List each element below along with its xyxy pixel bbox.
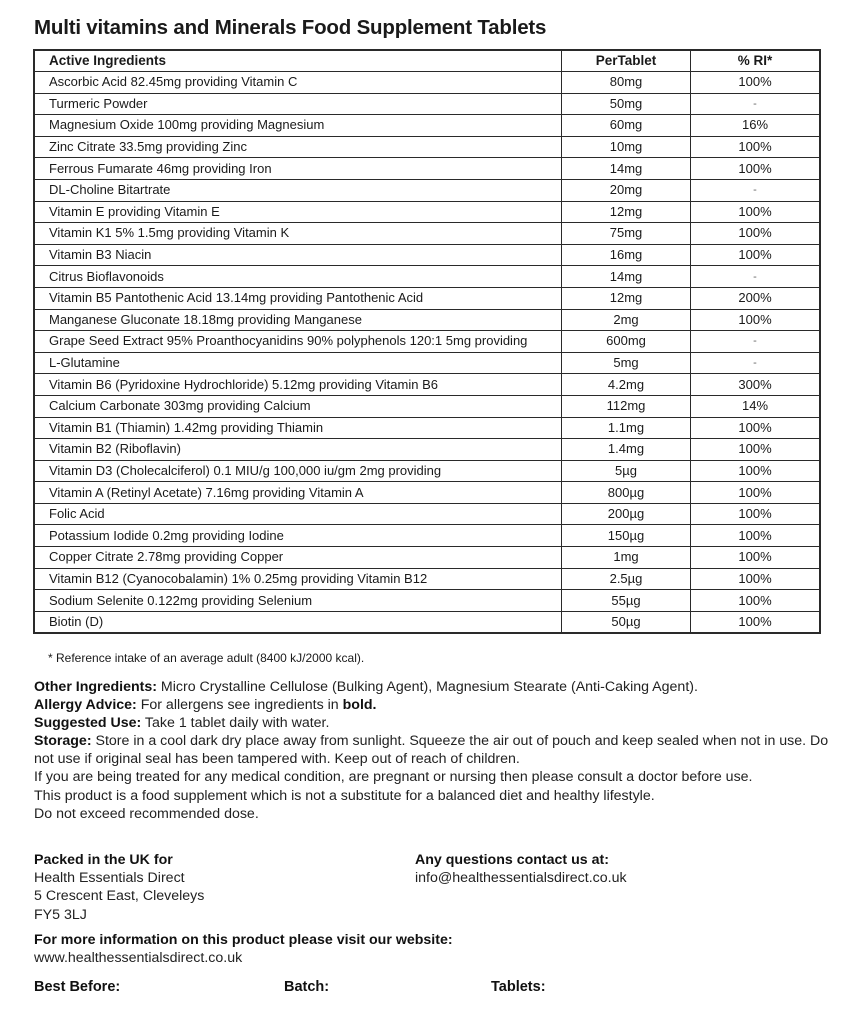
storage-text: Store in a cool dark dry place away from sunlight. Squeeze the air out of pouch and keep sealed when not in use. Do not use if original seal has been tampered with. Keep out of reach of children. <box>34 733 829 768</box>
ri-percent: 100% <box>691 568 821 590</box>
table-row <box>34 395 820 417</box>
ingredient-name: L-Glutamine <box>34 352 562 374</box>
ri-percent: 200% <box>691 287 821 309</box>
table-row <box>34 309 820 331</box>
ingredient-name: DL-Choline Bitartrate <box>34 179 562 201</box>
per-tablet-amount: 2mg <box>562 309 691 331</box>
table-row <box>34 482 820 504</box>
ri-percent: - <box>691 331 821 353</box>
ri-percent: 100% <box>691 547 821 569</box>
ingredient-name: Vitamin B6 (Pyridoxine Hydrochloride) 5.12mg providing Vitamin B6 <box>34 374 562 396</box>
best-before-label: Best Before: <box>34 979 121 995</box>
ri-percent: 100% <box>691 417 821 439</box>
table-row <box>34 115 820 137</box>
ingredient-name: Zinc Citrate 33.5mg providing Zinc <box>34 136 562 158</box>
table-row <box>34 590 820 612</box>
table-row <box>34 331 820 353</box>
ri-percent: 300% <box>691 374 821 396</box>
per-tablet-amount: 1mg <box>562 547 691 569</box>
ri-percent: 100% <box>691 525 821 547</box>
per-tablet-amount: 5mg <box>562 352 691 374</box>
website-url[interactable]: www.healthessentialsdirect.co.uk <box>34 950 243 967</box>
allergy-advice-text: For allergens see ingredients in <box>136 697 343 714</box>
ri-percent: 100% <box>691 439 821 461</box>
ri-percent: 100% <box>691 590 821 612</box>
per-tablet-amount: 10mg <box>562 136 691 158</box>
header-active-ingredients: Active Ingredients <box>34 50 562 72</box>
ri-percent: 16% <box>691 115 821 137</box>
ingredient-name: Ferrous Fumarate 46mg providing Iron <box>34 158 562 180</box>
other-ingredients <box>34 678 844 696</box>
ingredients-table <box>33 49 821 634</box>
table-row <box>34 136 820 158</box>
address-line: 5 Crescent East, Cleveleys <box>34 888 205 905</box>
table-row <box>34 439 820 461</box>
per-tablet-amount: 16mg <box>562 244 691 266</box>
contact-email[interactable]: info@healthessentialsdirect.co.uk <box>415 870 627 887</box>
table-row <box>34 244 820 266</box>
per-tablet-amount: 1.4mg <box>562 439 691 461</box>
per-tablet-amount: 112mg <box>562 395 691 417</box>
per-tablet-amount: 55µg <box>562 590 691 612</box>
per-tablet-amount: 4.2mg <box>562 374 691 396</box>
allergy-advice-label: Allergy Advice: <box>34 697 137 714</box>
table-row <box>34 417 820 439</box>
ingredient-name: Manganese Gluconate 18.18mg providing Manganese <box>34 309 562 331</box>
allergy-advice <box>34 696 844 714</box>
tablets-label: Tablets: <box>491 979 546 995</box>
ri-percent: 100% <box>691 72 821 94</box>
storage <box>34 732 844 768</box>
table-row <box>34 460 820 482</box>
table-row <box>34 93 820 115</box>
suggested-use <box>34 714 844 732</box>
table-row <box>34 72 820 94</box>
ri-percent: 100% <box>691 244 821 266</box>
ingredient-name: Vitamin B3 Niacin <box>34 244 562 266</box>
ingredient-name: Citrus Bioflavonoids <box>34 266 562 288</box>
ingredient-name: Vitamin B12 (Cyanocobalamin) 1% 0.25mg providing Vitamin B12 <box>34 568 562 590</box>
per-tablet-amount: 50mg <box>562 93 691 115</box>
ingredient-name: Vitamin A (Retinyl Acetate) 7.16mg providing Vitamin A <box>34 482 562 504</box>
ri-percent: 100% <box>691 460 821 482</box>
ri-percent: 100% <box>691 611 821 633</box>
table-row <box>34 525 820 547</box>
company-name: Health Essentials Direct <box>34 870 185 887</box>
table-row <box>34 287 820 309</box>
postcode: FY5 3LJ <box>34 906 87 923</box>
per-tablet-amount: 50µg <box>562 611 691 633</box>
suggested-use-text: Take 1 tablet daily with water. <box>141 715 330 732</box>
per-tablet-amount: 80mg <box>562 72 691 94</box>
table-row <box>34 611 820 633</box>
website-section <box>34 931 453 967</box>
table-row <box>34 223 820 245</box>
batch-label: Batch: <box>284 979 330 995</box>
per-tablet-amount: 12mg <box>562 287 691 309</box>
per-tablet-amount: 60mg <box>562 115 691 137</box>
ingredient-name: Vitamin B5 Pantothenic Acid 13.14mg providing Pantothenic Acid <box>34 287 562 309</box>
storage-label: Storage: <box>34 733 92 750</box>
ingredient-name: Biotin (D) <box>34 611 562 633</box>
packed-for <box>34 851 204 924</box>
product-info <box>34 678 844 823</box>
ingredient-name: Turmeric Powder <box>34 93 562 115</box>
dose-warning: Do not exceed recommended dose. <box>34 805 259 822</box>
ingredient-name: Magnesium Oxide 100mg providing Magnesium <box>34 115 562 137</box>
per-tablet-amount: 200µg <box>562 503 691 525</box>
table-row <box>34 179 820 201</box>
ri-percent: 100% <box>691 158 821 180</box>
other-ingredients-text: Micro Crystalline Cellulose (Bulking Agent), Magnesium Stearate (Anti-Caking Agent). <box>156 679 698 695</box>
allergy-bold-word: bold. <box>342 697 377 714</box>
contact-heading: Any questions contact us at: <box>415 852 609 868</box>
ingredient-name: Vitamin E providing Vitamin E <box>34 201 562 223</box>
ri-percent: 100% <box>691 223 821 245</box>
table-row <box>34 158 820 180</box>
ri-percent: 100% <box>691 201 821 223</box>
page-title: Multi vitamins and Minerals Food Supplement Tablets <box>34 16 547 39</box>
table-header-row <box>34 50 820 72</box>
contact-section <box>415 851 627 887</box>
header-ri: % RI* <box>691 50 821 72</box>
supplement-disclaimer: This product is a food supplement which is not a substitute for a balanced diet and healthy lifestyle. <box>34 787 655 804</box>
per-tablet-amount: 20mg <box>562 179 691 201</box>
per-tablet-amount: 1.1mg <box>562 417 691 439</box>
ri-percent: - <box>691 179 821 201</box>
table-row <box>34 201 820 223</box>
per-tablet-amount: 2.5µg <box>562 568 691 590</box>
header-per-tablet: PerTablet <box>562 50 691 72</box>
ingredient-name: Vitamin B1 (Thiamin) 1.42mg providing Thiamin <box>34 417 562 439</box>
table-row <box>34 503 820 525</box>
per-tablet-amount: 14mg <box>562 158 691 180</box>
ri-percent: 100% <box>691 309 821 331</box>
per-tablet-amount: 600mg <box>562 331 691 353</box>
ri-percent: 14% <box>691 395 821 417</box>
ingredient-name: Vitamin B2 (Riboflavin) <box>34 439 562 461</box>
table-row <box>34 352 820 374</box>
website-heading: For more information on this product please visit our website: <box>34 932 453 948</box>
per-tablet-amount: 800µg <box>562 482 691 504</box>
per-tablet-amount: 14mg <box>562 266 691 288</box>
ri-percent: - <box>691 266 821 288</box>
ingredient-name: Vitamin K1 5% 1.5mg providing Vitamin K <box>34 223 562 245</box>
medical-warning: If you are being treated for any medical condition, are pregnant or nursing then please consult a doctor before use. <box>34 769 753 786</box>
ri-percent: - <box>691 352 821 374</box>
ri-percent: 100% <box>691 503 821 525</box>
ingredient-name: Copper Citrate 2.78mg providing Copper <box>34 547 562 569</box>
table-row <box>34 568 820 590</box>
ri-percent: - <box>691 93 821 115</box>
packed-heading: Packed in the UK for <box>34 852 173 868</box>
ingredient-name: Potassium Iodide 0.2mg providing Iodine <box>34 525 562 547</box>
table-row <box>34 547 820 569</box>
ingredient-name: Grape Seed Extract 95% Proanthocyanidins 90% polyphenols 120:1 5mg providing <box>34 331 562 353</box>
table-body <box>34 72 820 634</box>
per-tablet-amount: 150µg <box>562 525 691 547</box>
ingredient-name: Sodium Selenite 0.122mg providing Selenium <box>34 590 562 612</box>
other-ingredients-label: Other Ingredients: <box>34 679 157 695</box>
per-tablet-amount: 5µg <box>562 460 691 482</box>
ingredient-name: Calcium Carbonate 303mg providing Calcium <box>34 395 562 417</box>
ingredient-name: Ascorbic Acid 82.45mg providing Vitamin C <box>34 72 562 94</box>
suggested-use-label: Suggested Use: <box>34 715 142 732</box>
ingredient-name: Vitamin D3 (Cholecalciferol) 0.1 MIU/g 100,000 iu/gm 2mg providing <box>34 460 562 482</box>
ingredient-name: Folic Acid <box>34 503 562 525</box>
ri-percent: 100% <box>691 136 821 158</box>
ri-percent: 100% <box>691 482 821 504</box>
per-tablet-amount: 75mg <box>562 223 691 245</box>
ri-footnote: * Reference intake of an average adult (8400 kJ/2000 kcal). <box>48 651 365 665</box>
table-row <box>34 374 820 396</box>
table-row <box>34 266 820 288</box>
per-tablet-amount: 12mg <box>562 201 691 223</box>
